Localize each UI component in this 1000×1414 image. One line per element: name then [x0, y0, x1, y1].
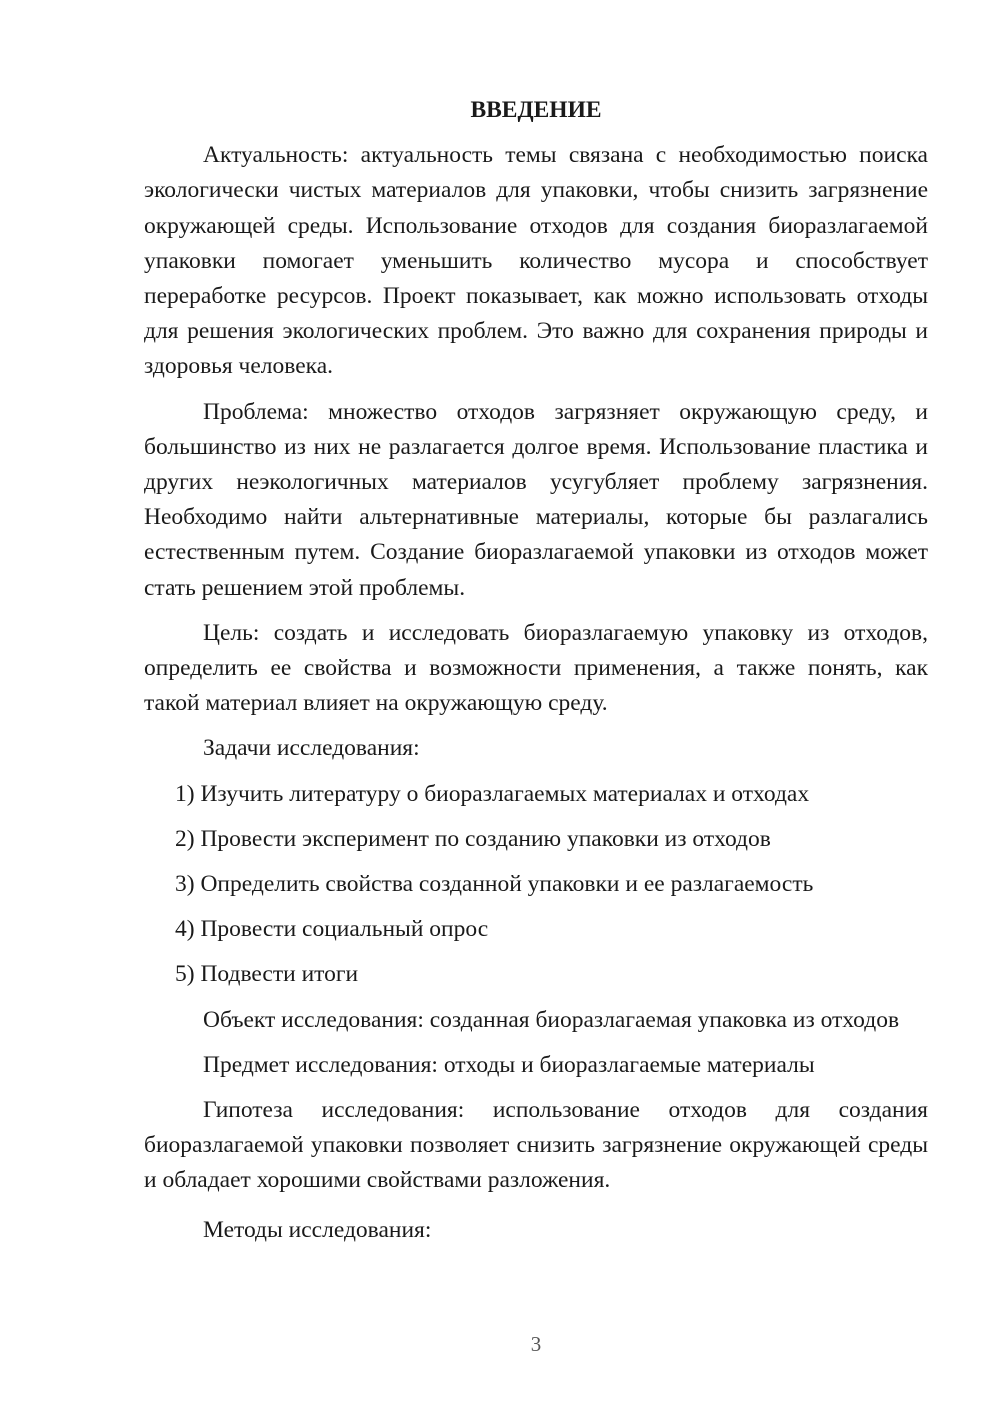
page-content — [144, 93, 928, 1258]
paragraph-subject: Предмет исследования: отходы и биоразлагаемые материалы — [203, 1051, 815, 1078]
paragraph-goal: Цель: создать и исследовать биоразлагаемую упаковку из отходов, определить ее свойства и возможности применения, а также понять, как такой материал влияет на окружающую среду. — [144, 619, 928, 717]
tasks-heading: Задачи исследования: — [203, 735, 420, 762]
task-item: 4) Провести социальный опрос — [175, 916, 489, 943]
paragraph-object: Объект исследования: созданная биоразлагаемая упаковка из отходов — [203, 1006, 900, 1033]
paragraph-problem: Проблема: множество отходов загрязняет окружающую среду, и большинство из них не разлагается долгое время. Использование пластика и других неэкологичных материалов усугубляет проблему загрязнения. Необходимо найти альтернативные материалы, которые бы разлагались естественным путем. Создание биоразлагаемой упаковки из отходов может стать решением этой проблемы. — [144, 398, 928, 601]
page-number: 3 — [530, 1332, 542, 1356]
task-item: 5) Подвести итоги — [175, 961, 359, 988]
methods-heading: Методы исследования: — [203, 1216, 432, 1243]
task-item: 2) Провести эксперимент по созданию упаковки из отходов — [175, 825, 771, 852]
paragraph-hypothesis: Гипотеза исследования: использование отходов для создания биоразлагаемой упаковки позволяет снизить загрязнение окружающей среды и обладает хорошими свойствами разложения. — [144, 1097, 928, 1194]
task-item: 3) Определить свойства созданной упаковки и ее разлагаемость — [175, 871, 814, 898]
tasks-list — [144, 777, 928, 993]
task-item: 1) Изучить литературу о биоразлагаемых материалах и отходах — [175, 780, 810, 807]
paragraph-relevance: Актуальность: актуальность темы связана с необходимостью поиска экологически чистых материалов для упаковки, чтобы снизить загрязнение окружающей среды. Использование отходов для создания биоразлагаемой упаковки помогает уменьшить количество мусора и способствует переработке ресурсов. Проект показывает, как можно использовать отходы для решения экологических проблем. Это важно для сохранения природы и здоровья человека. — [144, 142, 928, 380]
section-title: ВВЕДЕНИЕ — [470, 97, 602, 123]
